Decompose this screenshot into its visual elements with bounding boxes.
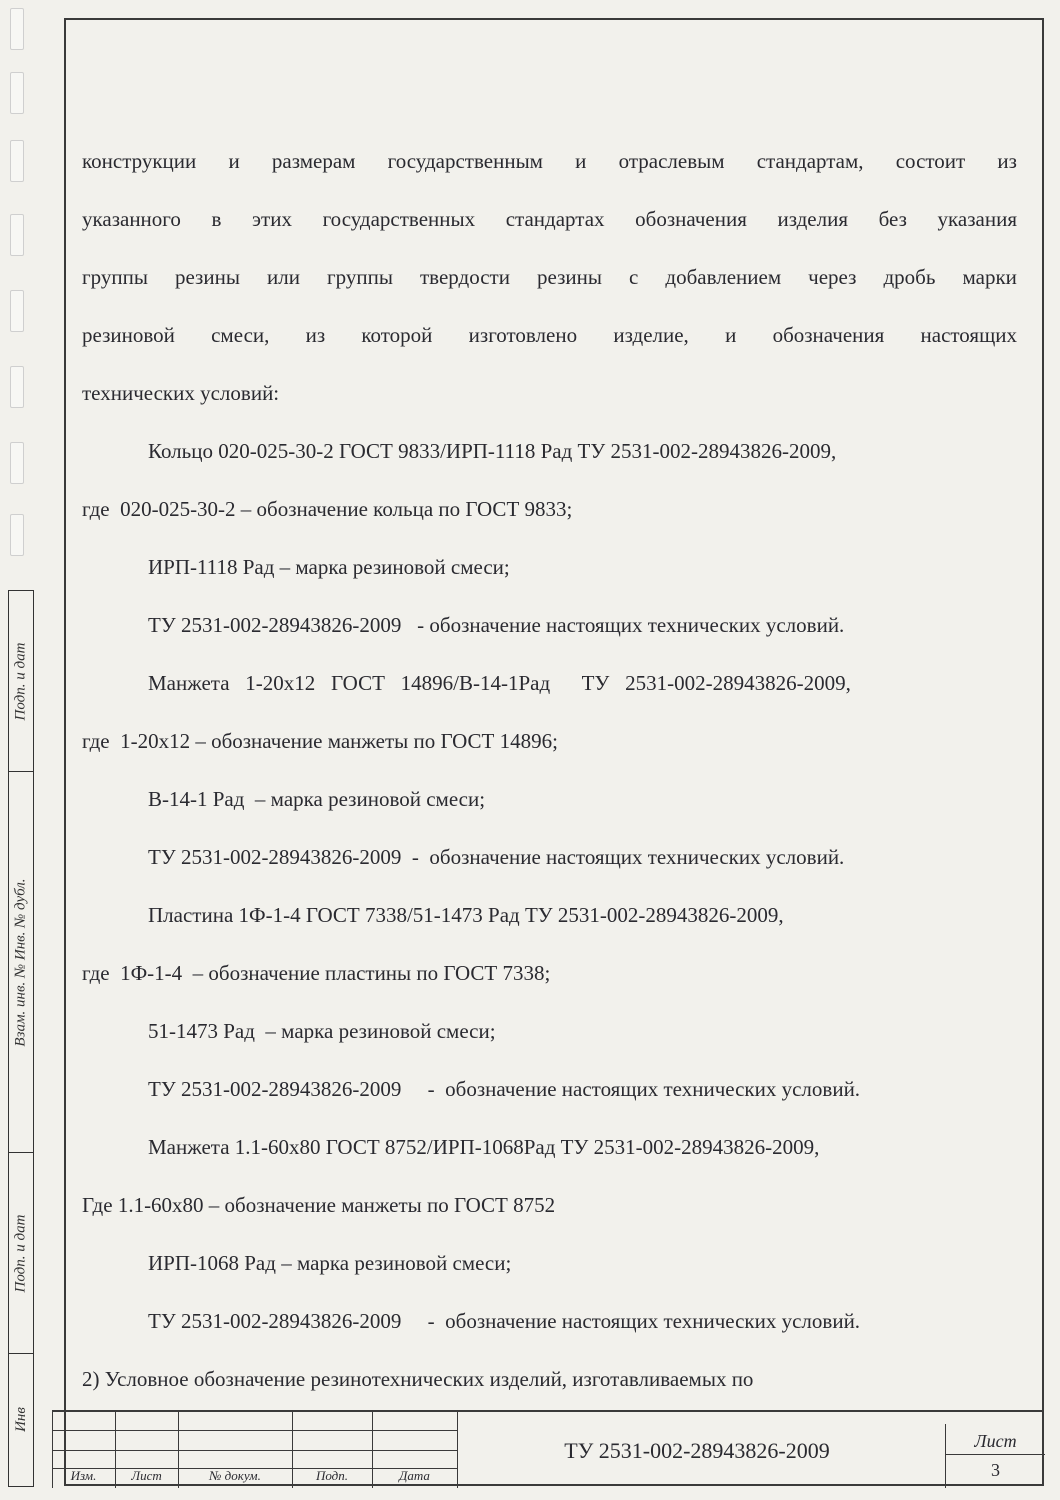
paragraph-line (82, 132, 1017, 190)
word: отраслевым (618, 149, 725, 173)
title-block (52, 1410, 1044, 1488)
document-code: ТУ 2531-002-28943826-2009 (564, 1438, 830, 1463)
document-body (82, 132, 1017, 1408)
examples-list (82, 422, 1017, 1408)
word: из (305, 323, 326, 347)
word: твердости (420, 265, 510, 289)
word: государственным (387, 149, 543, 173)
side-cell (9, 1153, 33, 1354)
punch-hole (10, 366, 24, 408)
word: изделия (777, 207, 849, 231)
word: смеси, (211, 323, 270, 347)
side-label: Взам. инв. № Инв. № дубл. (12, 877, 29, 1047)
word: указания (937, 207, 1017, 231)
example-line: где 1-20х12 – обозначение манжеты по ГОСТ 14896; (82, 729, 558, 753)
punch-hole (10, 140, 24, 182)
header-signature: Подп. (315, 1468, 349, 1483)
word: без (878, 207, 907, 231)
paragraph-line (82, 306, 1017, 364)
example-line: где 020-025-30-2 – обозначение кольца по ГОСТ 9833; (82, 497, 573, 521)
word: резины (174, 265, 240, 289)
side-cell (9, 1354, 33, 1485)
punch-hole (10, 214, 24, 256)
header-doc-number: № докум. (209, 1468, 261, 1483)
paragraph-last-line: технических условий: (82, 381, 280, 405)
example-line: В-14-1 Рад – марка резиновой смеси; (148, 787, 486, 811)
side-cell (9, 772, 33, 1153)
example-line: Кольцо 020-025-30-2 ГОСТ 9833/ИРП-1118 Рад ТУ 2531-002-28943826-2009, (148, 439, 837, 463)
word: с (629, 265, 639, 289)
word: обозначения (635, 207, 747, 231)
word: дробь (883, 265, 936, 289)
example-line: ТУ 2531-002-28943826-2009 - обозначение настоящих технических условий. (148, 1077, 861, 1101)
sheet-label: Лист (946, 1428, 1045, 1455)
word: добавлением (665, 265, 782, 289)
punch-hole (10, 72, 24, 114)
example-line: Пластина 1Ф-1-4 ГОСТ 7338/51-1473 Рад ТУ 2531-002-28943826-2009, (148, 903, 784, 927)
header-list: Лист (131, 1468, 162, 1483)
side-label: Инв (12, 1407, 29, 1432)
word: изготовлено (468, 323, 578, 347)
binding-strip (0, 0, 36, 1500)
paragraph-line (82, 248, 1017, 306)
word: этих (252, 207, 292, 231)
word: указанного (82, 207, 181, 231)
example-line: Манжета 1.1-60х80 ГОСТ 8752/ИРП-1068Рад ТУ 2531-002-28943826-2009, (148, 1135, 820, 1159)
word: резиновой (82, 323, 175, 347)
word: размерам (271, 149, 356, 173)
example-line: 2) Условное обозначение резинотехнических изделий, изготавливаемых по (82, 1367, 754, 1391)
word: или (267, 265, 300, 289)
side-label: Подп. и дат (12, 1214, 29, 1292)
intro-paragraph (82, 132, 1017, 364)
example-line: Где 1.1-60х80 – обозначение манжеты по ГОСТ 8752 (82, 1193, 556, 1217)
example-line: где 1Ф-1-4 – обозначение пластины по ГОСТ 7338; (82, 961, 551, 985)
paragraph-line (82, 190, 1017, 248)
word: обозначения (772, 323, 885, 347)
punch-hole (10, 8, 24, 50)
word: и (228, 149, 240, 173)
word: стандартах (505, 207, 605, 231)
word: изделие, (613, 323, 689, 347)
word: и (575, 149, 587, 173)
punch-hole (10, 442, 24, 484)
example-line: 51-1473 Рад – марка резиновой смеси; (148, 1019, 496, 1043)
word: стандартам, (756, 149, 864, 173)
word: из (997, 149, 1017, 173)
word: и (725, 323, 737, 347)
sheet-box (945, 1424, 1045, 1488)
sheet-number: 3 (991, 1460, 1000, 1480)
word: резины (537, 265, 602, 289)
example-line: ИРП-1068 Рад – марка резиновой смеси; (148, 1251, 512, 1275)
punch-hole (10, 514, 24, 556)
side-label: Подп. и дат (12, 642, 29, 720)
word: настоящих (920, 323, 1017, 347)
side-cell (9, 591, 33, 772)
word: которой (361, 323, 433, 347)
word: в (211, 207, 222, 231)
example-line: ИРП-1118 Рад – марка резиновой смеси; (148, 555, 510, 579)
word: марки (962, 265, 1017, 289)
word: конструкции (82, 149, 197, 173)
word: группы (327, 265, 393, 289)
example-line: Манжета 1-20х12 ГОСТ 14896/В-14-1Рад ТУ 2531-002-28943826-2009, (148, 671, 851, 695)
example-line: ТУ 2531-002-28943826-2009 - обозначение настоящих технических условий. (148, 1309, 861, 1333)
word: группы (82, 265, 148, 289)
word: состоит (895, 149, 966, 173)
example-line: ТУ 2531-002-28943826-2009 - обозначение настоящих технических условий. (148, 845, 845, 869)
header-date: Дата (399, 1468, 430, 1483)
side-stamp (8, 590, 34, 1487)
header-izm: Изм. (70, 1468, 97, 1483)
word: через (808, 265, 857, 289)
word: государственных (322, 207, 476, 231)
example-line: ТУ 2531-002-28943826-2009 - обозначение настоящих технических условий. (148, 613, 845, 637)
punch-hole (10, 290, 24, 332)
